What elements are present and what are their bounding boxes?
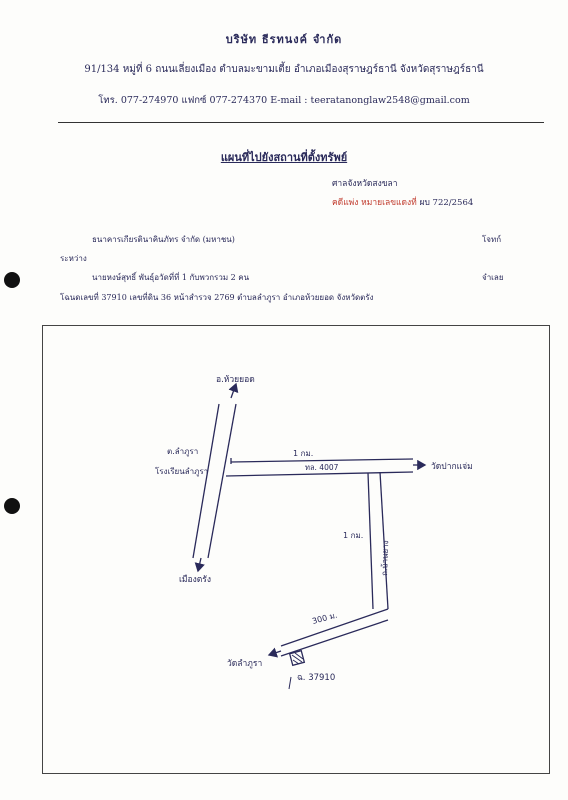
defendant-role: จำเลย bbox=[482, 273, 504, 282]
junction-label-2: โรงเรียนลำภูรา bbox=[155, 467, 209, 476]
case-number-line bbox=[332, 195, 473, 209]
company-address: 91/134 หมู่ที่ 6 ถนนเลี่ยงเมือง ตำบลมะขามเตี้ย อำเภอเมืองสุราษฎร์ธานี จังหวัดสุราษฎร์ธานี bbox=[84, 64, 484, 75]
highway-road-west-edge bbox=[193, 404, 219, 558]
fax-label: แฟกซ์ bbox=[181, 95, 207, 106]
phone-label: โทร. bbox=[98, 95, 118, 106]
temple-lane-south-edge bbox=[281, 620, 388, 656]
road-4007-north-edge bbox=[231, 459, 413, 462]
punch-hole-top bbox=[4, 272, 20, 288]
distance-3-label: 300 ม. bbox=[311, 610, 339, 626]
lane-label: ถ.บ้านยาง bbox=[380, 540, 391, 577]
north-destination-label: อ.ห้วยยอด bbox=[216, 375, 255, 385]
east-destination-label: วัดปากแจ่ม bbox=[431, 462, 473, 472]
distance-1-label: 1 กม. bbox=[293, 449, 314, 458]
phone-number: 077-274970 bbox=[120, 95, 179, 106]
fax-number: 077-274370 bbox=[209, 95, 268, 106]
temple-label: วัดลำภูรา bbox=[227, 659, 263, 669]
defendant-name: นายหงษ์สุทธิ์ พันธุ์อวัดที่ที่ 1 กับพวกรวม 2 คน bbox=[92, 273, 250, 282]
parcel-hatching bbox=[292, 653, 303, 664]
between-label: ระหว่าง bbox=[60, 254, 87, 263]
plaintiff-name: ธนาคารเกียรตินาคินภัทร จำกัด (มหาชน) bbox=[92, 235, 235, 244]
company-name: บริษัท ธีรทนงค์ จำกัด bbox=[225, 33, 343, 46]
company-contact bbox=[0, 93, 568, 108]
punch-hole-bottom bbox=[4, 498, 20, 514]
south-destination-label: เมืองตรัง bbox=[179, 575, 211, 585]
south-arrow bbox=[198, 558, 201, 571]
header-divider bbox=[58, 122, 544, 123]
highway-road-east-edge bbox=[208, 404, 236, 558]
parcel-leader bbox=[289, 677, 291, 689]
west-arrow bbox=[269, 651, 281, 655]
plaintiff-role: โจทก์ bbox=[482, 235, 502, 244]
north-arrow bbox=[231, 384, 236, 398]
road-4007-south-edge bbox=[226, 472, 413, 476]
parcel-label: ฉ. 37910 bbox=[297, 673, 336, 683]
email-label: E-mail : bbox=[270, 95, 308, 106]
road-label: ทล. 4007 bbox=[305, 463, 339, 472]
deed-line: โฉนดเลขที่ 37910 เลขที่ดิน 36 หน้าสำรวจ 2769 ตำบลลำภูรา อำเภอห้วยยอด จังหวัดตรัง bbox=[60, 293, 374, 302]
email-address: teeratanonglaw2548@gmail.com bbox=[310, 95, 470, 106]
location-map bbox=[42, 325, 550, 774]
junction-label-1: ต.ลำภูรา bbox=[167, 447, 199, 456]
lane-west-edge bbox=[368, 473, 373, 609]
map-drawing bbox=[43, 326, 549, 773]
court-name: ศาลจังหวัดสงขลา bbox=[332, 179, 398, 189]
case-number: ผบ 722/2564 bbox=[419, 198, 474, 208]
document-title: แผนที่ไปยังสถานที่ตั้งทรัพย์ bbox=[220, 151, 348, 164]
distance-2-label: 1 กม. bbox=[343, 531, 364, 540]
case-label: คดีแพ่ง หมายเลขแดงที่ bbox=[332, 198, 417, 208]
